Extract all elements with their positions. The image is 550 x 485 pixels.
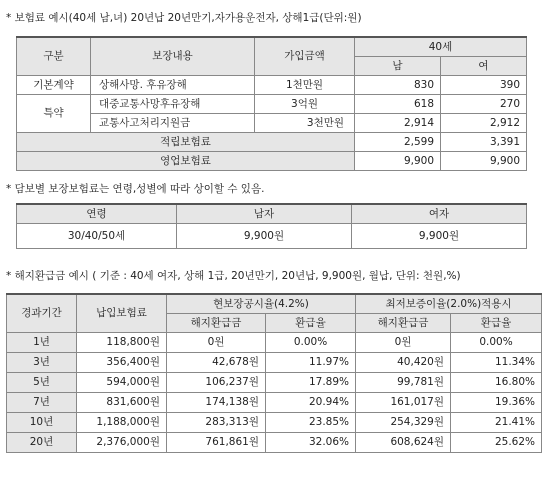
female-cell: 9,900: [441, 152, 527, 171]
header-refund: 해지환급금: [167, 314, 266, 333]
header-rate: 환급율: [266, 314, 356, 333]
refund-cell: 761,861원: [167, 433, 266, 453]
header-minimum: 최저보증이율(2.0%)적용시: [356, 294, 542, 314]
paid-cell: 356,400원: [77, 353, 167, 373]
refund-cell: 40,420원: [356, 353, 451, 373]
refund-cell: 283,313원: [167, 413, 266, 433]
period-cell: 3년: [7, 353, 77, 373]
total-row: [17, 133, 527, 152]
period-cell: 5년: [7, 373, 77, 393]
header-period: 경과기간: [7, 294, 77, 333]
period-cell: 10년: [7, 413, 77, 433]
header-amount: 가입금액: [255, 37, 355, 76]
rate-cell: 16.80%: [451, 373, 542, 393]
refund-cell: 254,329원: [356, 413, 451, 433]
rate-cell: 23.85%: [266, 413, 356, 433]
total-label: 영업보험료: [17, 152, 355, 171]
refund-cell: 161,017원: [356, 393, 451, 413]
rate-cell: 20.94%: [266, 393, 356, 413]
female-cell: 390: [441, 76, 527, 95]
table-row: [7, 373, 542, 393]
rate-cell: 0.00%: [451, 333, 542, 353]
table-row: [7, 393, 542, 413]
coverage-cell: 교통사고처리지원금: [91, 114, 255, 133]
male-cell: 9,900원: [177, 224, 352, 249]
male-cell: 618: [355, 95, 441, 114]
female-cell: 9,900원: [352, 224, 527, 249]
header-age: 연령: [17, 204, 177, 224]
premium-table: [16, 36, 527, 171]
header-female: 여자: [352, 204, 527, 224]
table-row: [7, 433, 542, 453]
age-cell: 30/40/50세: [17, 224, 177, 249]
rate-cell: 25.62%: [451, 433, 542, 453]
header-category: 구분: [17, 37, 91, 76]
total-label: 적립보험료: [17, 133, 355, 152]
refund-cell: 0원: [167, 333, 266, 353]
refund-cell: 608,624원: [356, 433, 451, 453]
premium-note: * 보험료 예시(40세 남,녀) 20년납 20년만기,자가용운전자, 상해1급(단위:원): [6, 12, 362, 24]
table-row: [17, 95, 527, 114]
table-row: [17, 114, 527, 133]
coverage-cell: 상해사망. 후유장해: [91, 76, 255, 95]
table-row: [17, 76, 527, 95]
header-age: 40세: [355, 37, 527, 57]
female-cell: 3,391: [441, 133, 527, 152]
male-cell: 2,914: [355, 114, 441, 133]
header-refund: 해지환급금: [356, 314, 451, 333]
rate-cell: 0.00%: [266, 333, 356, 353]
header-female: 여: [441, 57, 527, 76]
female-cell: 2,912: [441, 114, 527, 133]
male-cell: 830: [355, 76, 441, 95]
amount-cell: 3억원: [255, 95, 355, 114]
paid-cell: 831,600원: [77, 393, 167, 413]
rate-cell: 19.36%: [451, 393, 542, 413]
refund-cell: 106,237원: [167, 373, 266, 393]
header-current: 현보장공시율(4.2%): [167, 294, 356, 314]
paid-cell: 2,376,000원: [77, 433, 167, 453]
category-cell: 기본계약: [17, 76, 91, 95]
male-cell: 2,599: [355, 133, 441, 152]
table-row: [7, 413, 542, 433]
period-cell: 7년: [7, 393, 77, 413]
header-coverage: 보장내용: [91, 37, 255, 76]
amount-cell: 3천만원: [255, 114, 355, 133]
refund-cell: 0원: [356, 333, 451, 353]
refund-table: [6, 293, 542, 453]
male-cell: 9,900: [355, 152, 441, 171]
rate-cell: 32.06%: [266, 433, 356, 453]
rate-cell: 17.89%: [266, 373, 356, 393]
header-male: 남: [355, 57, 441, 76]
refund-cell: 99,781원: [356, 373, 451, 393]
table-row: [17, 224, 527, 249]
rate-cell: 11.34%: [451, 353, 542, 373]
paid-cell: 594,000원: [77, 373, 167, 393]
header-rate: 환급율: [451, 314, 542, 333]
coverage-note: * 담보별 보장보험료는 연령,성별에 따라 상이할 수 있음.: [6, 183, 265, 195]
period-cell: 1년: [7, 333, 77, 353]
table-row: [7, 333, 542, 353]
period-cell: 20년: [7, 433, 77, 453]
refund-cell: 42,678원: [167, 353, 266, 373]
refund-cell: 174,138원: [167, 393, 266, 413]
paid-cell: 1,188,000원: [77, 413, 167, 433]
header-paid: 납입보험료: [77, 294, 167, 333]
age-premium-table: [16, 203, 527, 249]
female-cell: 270: [441, 95, 527, 114]
refund-note: * 해지환급금 예시 ( 기준 : 40세 여자, 상해 1급, 20년만기, 20년납, 9,900원, 월납, 단위: 천원,%): [6, 270, 461, 282]
total-row: [17, 152, 527, 171]
coverage-cell: 대중교통사망후유장해: [91, 95, 255, 114]
category-cell: 특약: [17, 95, 91, 133]
table-row: [7, 353, 542, 373]
amount-cell: 1천만원: [255, 76, 355, 95]
rate-cell: 21.41%: [451, 413, 542, 433]
rate-cell: 11.97%: [266, 353, 356, 373]
paid-cell: 118,800원: [77, 333, 167, 353]
header-male: 남자: [177, 204, 352, 224]
